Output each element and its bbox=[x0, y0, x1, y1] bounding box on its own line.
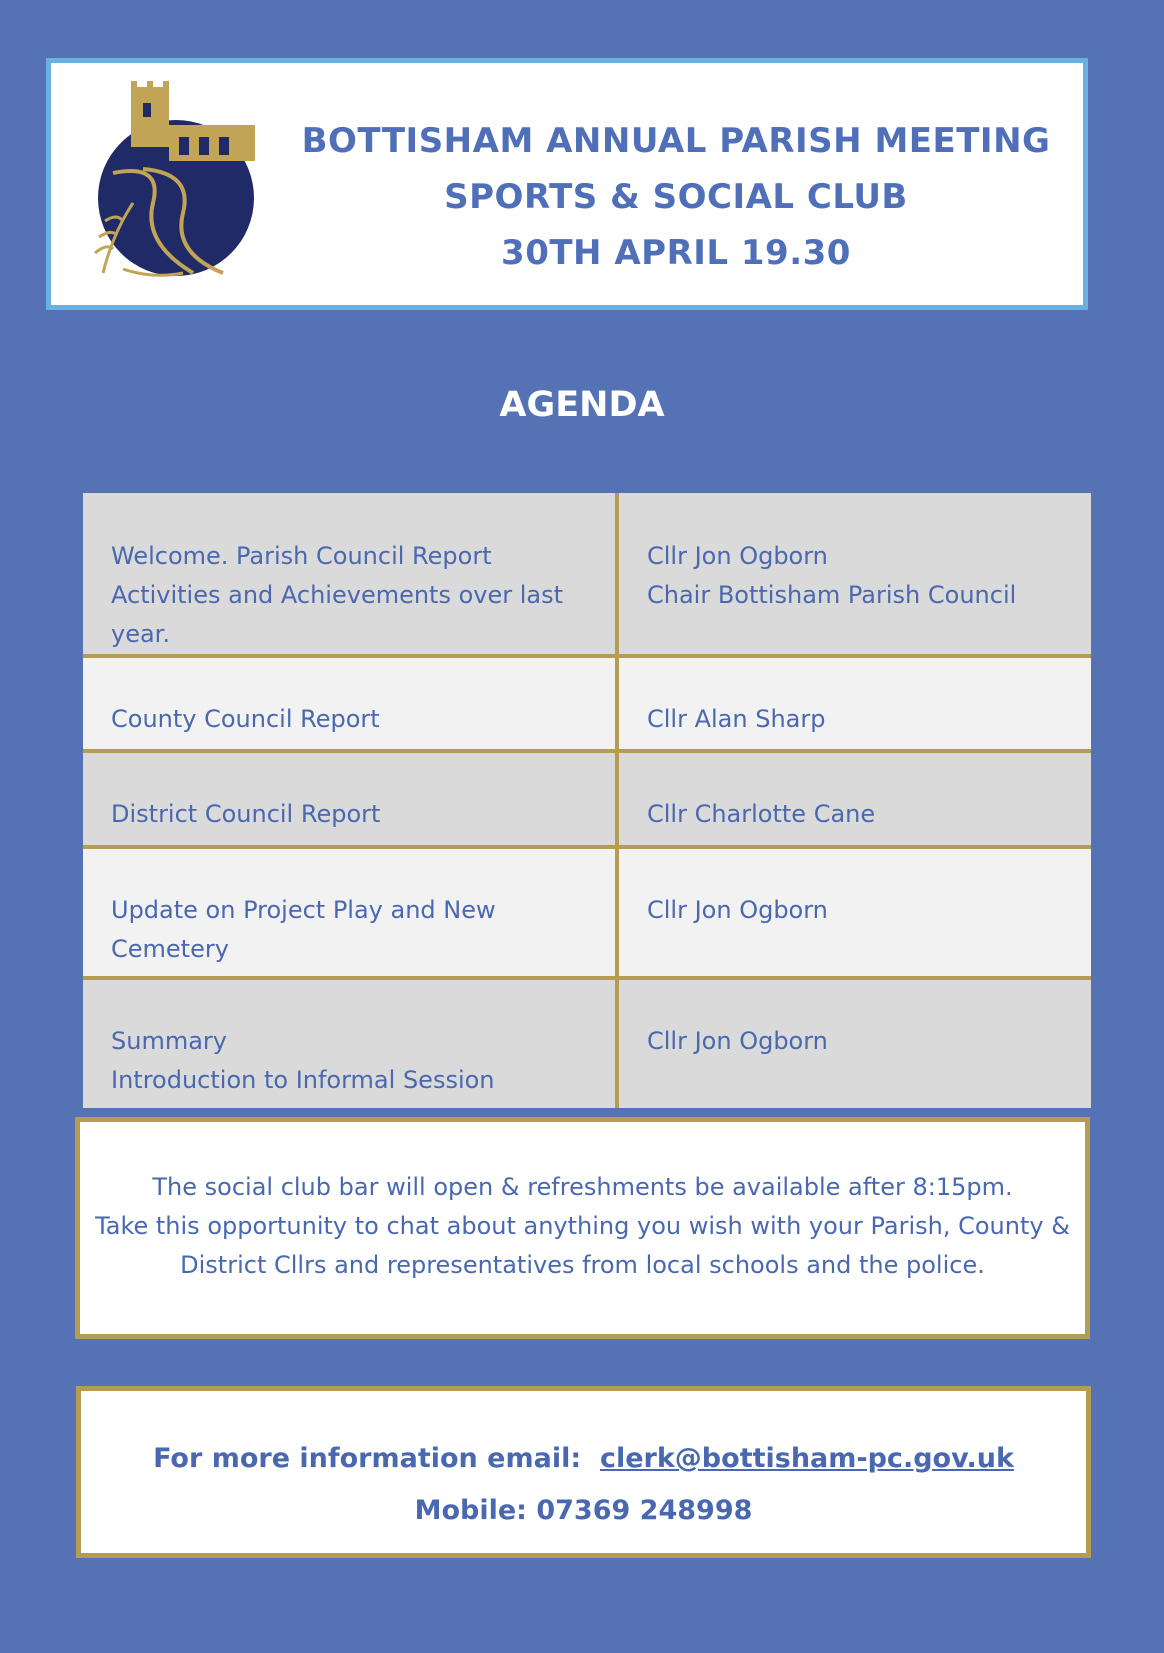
agenda-item bbox=[83, 751, 617, 847]
agenda-item-line: Activities and Achievements over last year. bbox=[111, 581, 564, 648]
agenda-speaker bbox=[617, 656, 1091, 751]
church-on-hill-logo-icon bbox=[73, 73, 263, 283]
agenda-row bbox=[83, 656, 1091, 751]
agenda-speaker-line: Cllr Jon Ogborn bbox=[647, 542, 828, 570]
contact-box bbox=[76, 1386, 1091, 1558]
agenda-speaker-line: Cllr Charlotte Cane bbox=[647, 800, 876, 828]
agenda-speaker bbox=[617, 493, 1091, 656]
refreshments-note bbox=[75, 1117, 1090, 1339]
agenda-speaker bbox=[617, 847, 1091, 978]
email-label: For more information email: bbox=[153, 1443, 582, 1474]
agenda-speaker bbox=[617, 978, 1091, 1108]
agenda-item bbox=[83, 493, 617, 656]
agenda-item-line: Summary bbox=[111, 1027, 227, 1055]
agenda-heading: AGENDA bbox=[499, 385, 665, 425]
agenda-item-line: Update on Project Play and New Cemetery bbox=[111, 896, 496, 963]
meeting-venue-line: SPORTS & SOCIAL CLUB bbox=[444, 177, 908, 217]
agenda-item bbox=[83, 978, 617, 1108]
agenda-item bbox=[83, 656, 617, 751]
agenda-speaker-line: Cllr Jon Ogborn bbox=[647, 1027, 828, 1055]
note-line: District Cllrs and representatives from local schools and the police. bbox=[180, 1251, 985, 1279]
meeting-title bbox=[281, 113, 1071, 281]
agenda-speaker-line: Cllr Jon Ogborn bbox=[647, 896, 828, 924]
agenda-row bbox=[83, 751, 1091, 847]
mobile-line: Mobile: 07369 248998 bbox=[414, 1495, 753, 1526]
agenda-row bbox=[83, 978, 1091, 1108]
agenda-item bbox=[83, 847, 617, 978]
agenda-speaker bbox=[617, 751, 1091, 847]
agenda-row bbox=[83, 847, 1091, 978]
agenda-item-line: Welcome. Parish Council Report bbox=[111, 542, 492, 570]
agenda-item-line: County Council Report bbox=[111, 705, 380, 733]
agenda-item-line: District Council Report bbox=[111, 800, 381, 828]
agenda-row bbox=[83, 493, 1091, 656]
agenda-speaker-line: Cllr Alan Sharp bbox=[647, 705, 826, 733]
agenda-item-line: Introduction to Informal Session bbox=[111, 1066, 495, 1094]
agenda-table bbox=[83, 493, 1091, 1108]
meeting-title-line: BOTTISHAM ANNUAL PARISH MEETING bbox=[301, 121, 1051, 161]
agenda-speaker-line: Chair Bottisham Parish Council bbox=[647, 581, 1017, 609]
note-line: The social club bar will open & refreshments be available after 8:15pm. bbox=[152, 1173, 1013, 1201]
note-line: Take this opportunity to chat about anything you wish with your Parish, County & bbox=[95, 1212, 1070, 1240]
email-line bbox=[81, 1433, 1086, 1485]
meeting-date-line: 30TH APRIL 19.30 bbox=[501, 233, 851, 273]
header-box bbox=[46, 58, 1088, 310]
email-link[interactable]: clerk@bottisham-pc.gov.uk bbox=[599, 1443, 1014, 1474]
